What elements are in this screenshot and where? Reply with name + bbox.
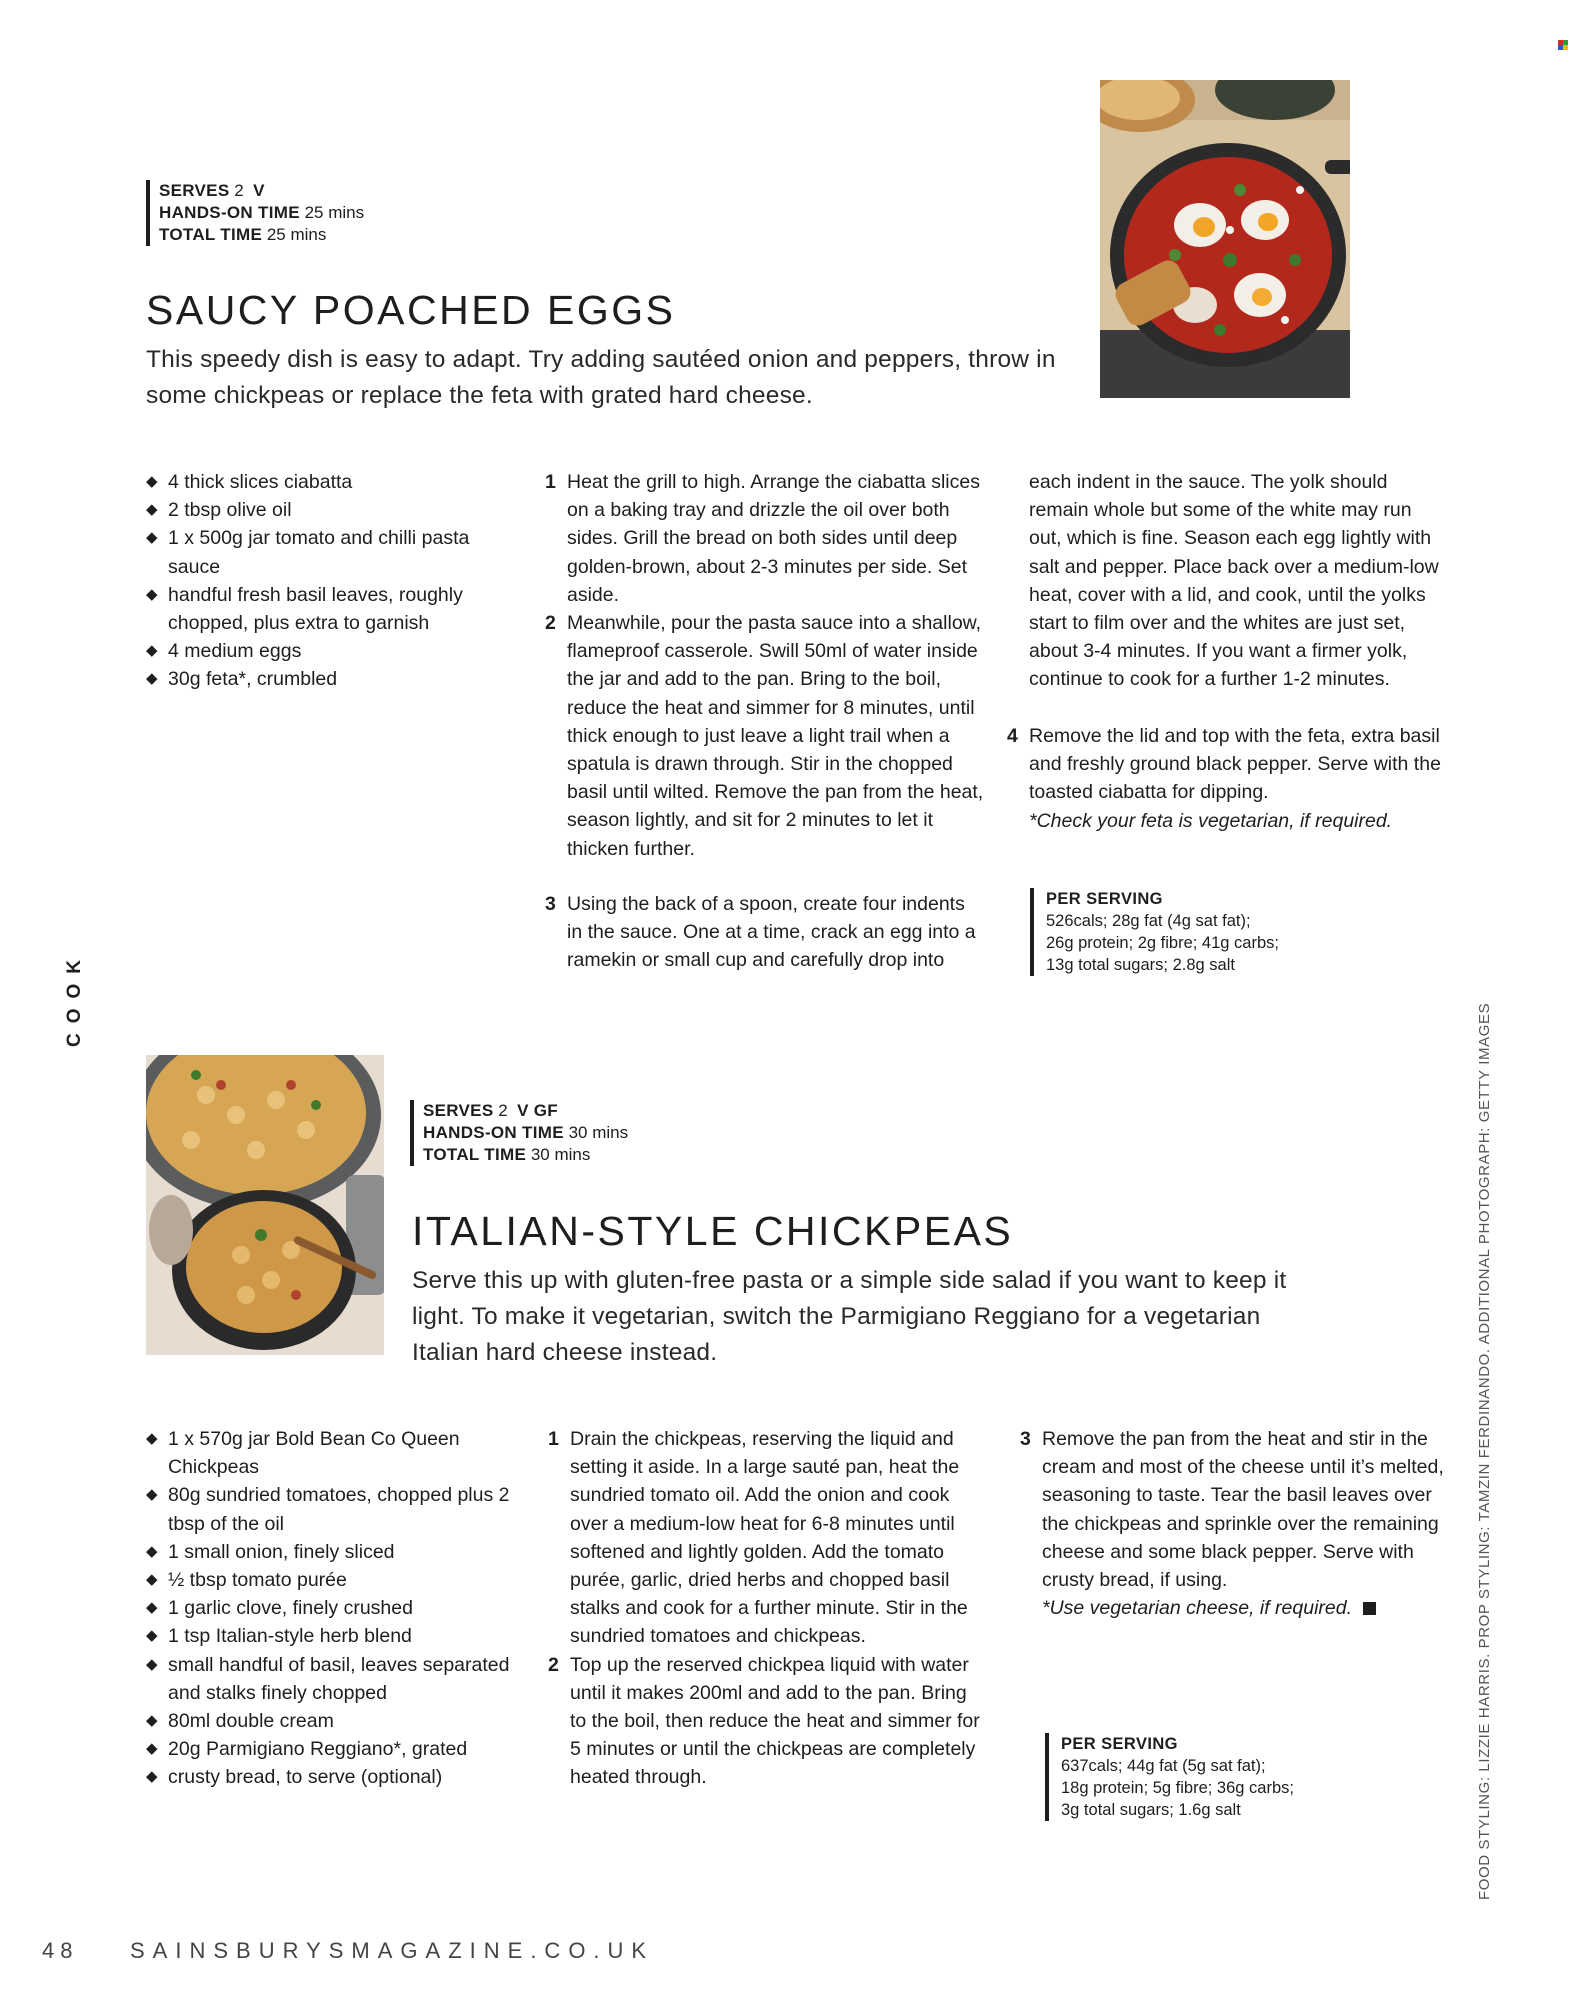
method-step: 3 Remove the pan from the heat and stir in the cream and most of the cheese until it’s melted, seasoning to taste. Tear the basil leaves over the chickpeas and sprinkle over the remaining cheese and some black pepper. Serve with crusty bread, if using. (1020, 1428, 1444, 1592)
recipe1-per-serving (1030, 888, 1279, 976)
recipe2-serves: SERVES 2 V GF (423, 1101, 558, 1120)
recipe2-total-time: TOTAL TIME 30 mins (423, 1145, 591, 1164)
ingredient-item: ◆ 4 medium eggs (146, 637, 516, 665)
recipe1-intro: This speedy dish is easy to adapt. Try adding sautéed onion and peppers, throw in some chickpeas or replace the feta with grated hard cheese. (146, 346, 1056, 409)
method-step: 2 Top up the reserved chickpea liquid with water until it makes 200ml and add to the pan. Bring to the boil, then reduce the heat and simmer for 5 minutes or until the chickpeas are completely heated through. (548, 1653, 980, 1789)
recipe1-step3-part1 (545, 890, 985, 978)
recipe1-serves: SERVES 2 V (159, 181, 265, 200)
recipe1-note: *Check your feta is vegetarian, if required. (1029, 809, 1393, 832)
per-serving-line: 526cals; 28g fat (4g sat fat); (1046, 912, 1251, 930)
recipe2-ingredients (146, 1425, 526, 1792)
ingredient-item: ◆ 20g Parmigiano Reggiano*, grated (146, 1735, 526, 1763)
ingredient-item: ◆ 4 thick slices ciabatta (146, 468, 516, 496)
per-serving-line: 637cals; 44g fat (5g sat fat); (1061, 1757, 1266, 1775)
ingredient-item: ◆ 1 x 500g jar tomato and chilli pasta sauce (146, 524, 516, 580)
ingredient-item: ◆ 80g sundried tomatoes, chopped plus 2 tbsp of the oil (146, 1481, 526, 1537)
ingredient-item: ◆ 80ml double cream (146, 1707, 526, 1735)
method-step-continued: each indent in the sauce. The yolk should remain whole but some of the white may run out, which is fine. Season each egg lightly with salt and pepper. Place back over a medium-low heat, cover with a lid, and cook, until the yolks start to film over and the whites are just set, about 3-4 minutes. If you want a firmer yolk, continue to cook for a further 1-2 minutes. (1029, 471, 1439, 691)
per-serving-line: 13g total sugars; 2.8g salt (1046, 956, 1235, 974)
recipe1-title: SAUCY POACHED EGGS (146, 287, 676, 333)
magazine-website: SAINSBURYSMAGAZINE.CO.UK (130, 1938, 655, 1963)
method-step: 4 Remove the lid and top with the feta, extra basil and freshly ground black pepper. Serve with the toasted ciabatta for dipping. (1007, 725, 1441, 804)
recipe1-meta (146, 180, 364, 246)
ingredient-item: ◆ 1 x 570g jar Bold Bean Co Queen Chickpeas (146, 1425, 526, 1481)
ingredient-item: ◆ 30g feta*, crumbled (146, 665, 516, 693)
recipe1-hands-on-time: HANDS-ON TIME 25 mins (159, 203, 365, 222)
photo-credit: FOOD STYLING: LIZZIE HARRIS. PROP STYLING: TAMZIN FERDINANDO. ADDITIONAL PHOTOGRAPH: GETTY IMAGES (1476, 1002, 1493, 1900)
recipe1-step3-part2 (1007, 468, 1467, 722)
recipe2-intro: Serve this up with gluten-free pasta or a simple side salad if you want to keep it light. To make it vegetarian, switch the Parmigiano Reggiano for a vegetarian Italian hard cheese instead. (412, 1267, 1287, 1366)
ingredient-item: ◆ 1 tsp Italian-style herb blend (146, 1622, 526, 1650)
ingredient-item: ◆ ½ tbsp tomato purée (146, 1566, 526, 1594)
method-step: 3 Using the back of a spoon, create four indents in the sauce. One at a time, crack an egg into a ramekin or small cup and carefully drop into (545, 893, 976, 972)
recipe1-method-col1 (545, 468, 985, 863)
per-serving-line: 18g protein; 5g fibre; 36g carbs; (1061, 1779, 1294, 1797)
ingredient-item: ◆ handful fresh basil leaves, roughly chopped, plus extra to garnish (146, 581, 516, 637)
recipe2-hands-on-time: HANDS-ON TIME 30 mins (423, 1123, 629, 1142)
color-mark-icon (1558, 40, 1568, 50)
per-serving-line: 3g total sugars; 1.6g salt (1061, 1801, 1241, 1819)
recipe1-total-time: TOTAL TIME 25 mins (159, 225, 327, 244)
method-step: 2 Meanwhile, pour the pasta sauce into a shallow, flameproof casserole. Swill 50ml of water inside the jar and add to the pan. Bring to the boil, reduce the heat and simmer for 8 minutes, until thick enough to just leave a light trail when a spatula is drawn through. Stir in the chopped basil until wilted. Remove the pan from the heat, season lightly, and sit for 2 minutes to let it thicken further. (545, 612, 984, 860)
per-serving-heading: PER SERVING (1061, 1735, 1178, 1753)
recipe2-note: *Use vegetarian cheese, if required. (1020, 1594, 1460, 1622)
recipe2-photo (146, 1055, 384, 1355)
method-step: 1 Drain the chickpeas, reserving the liquid and setting it aside. In a large sauté pan, heat the sundried tomato oil. Add the onion and cook over a medium-low heat for 6-8 minutes until softened and lightly golden. Add the tomato purée, garlic, dried herbs and chopped basil stalks and cook for a further minute. Stir in the sundried tomatoes and chickpeas. (548, 1428, 968, 1648)
recipe2-per-serving (1045, 1733, 1294, 1821)
recipe2-method-col1 (548, 1425, 988, 1792)
method-step: 1 Heat the grill to high. Arrange the ciabatta slices on a baking tray and drizzle the oil over both sides. Grill the bread on both sides until deep golden-brown, about 2-3 minutes per side. Set aside. (545, 471, 980, 606)
ingredient-item: ◆ small handful of basil, leaves separated and stalks finely chopped (146, 1651, 526, 1707)
recipe1-method-col2 (1007, 722, 1467, 835)
recipe2-method-col2 (1020, 1425, 1460, 1622)
ingredient-item: ◆ 1 small onion, finely sliced (146, 1538, 526, 1566)
per-serving-heading: PER SERVING (1046, 890, 1163, 908)
recipe2-title: ITALIAN-STYLE CHICKPEAS (412, 1208, 1014, 1254)
recipe2-meta (410, 1100, 628, 1166)
ingredient-item: ◆ crusty bread, to serve (optional) (146, 1763, 526, 1791)
section-label: COOK (64, 950, 85, 1047)
page-number: 48 (42, 1938, 79, 1963)
recipe1-ingredients (146, 468, 516, 694)
per-serving-line: 26g protein; 2g fibre; 41g carbs; (1046, 934, 1279, 952)
ingredient-item: ◆ 1 garlic clove, finely crushed (146, 1594, 526, 1622)
end-mark-icon (1363, 1602, 1376, 1615)
recipe1-photo (1100, 80, 1350, 398)
ingredient-item: ◆ 2 tbsp olive oil (146, 496, 516, 524)
